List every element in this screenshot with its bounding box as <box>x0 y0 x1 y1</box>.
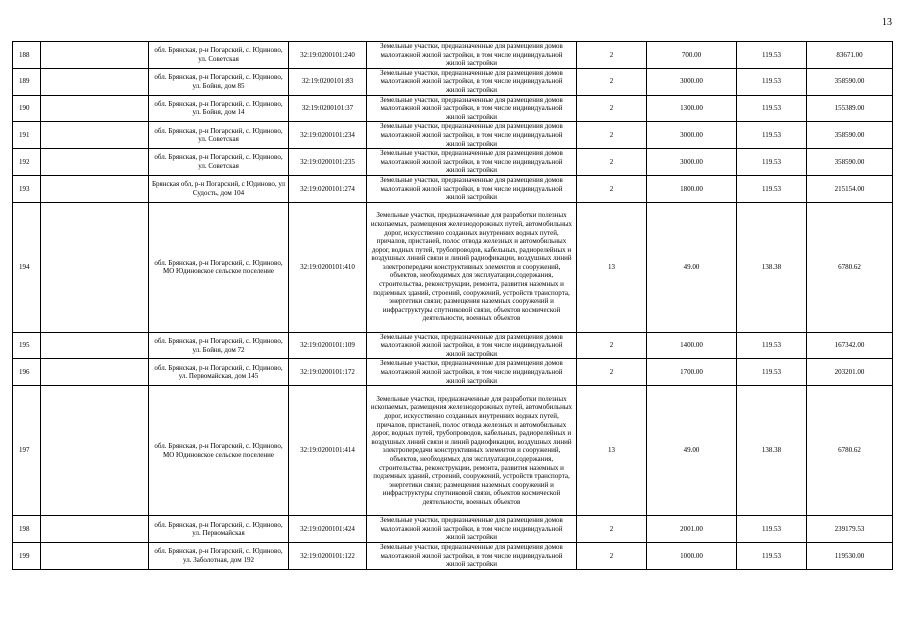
address-cell: обл. Брянская, р-н Погарский, с. Юдиново, ул. Бойня, дом 72 <box>149 332 289 359</box>
cadastral-number-cell: 32:19:0200101:240 <box>289 42 367 69</box>
land-use-cell: Земельные участки, предназначенные для размещения домов малоэтажной жилой застройки, в том числе индивидуальной жилой застройки <box>367 95 577 122</box>
table-row <box>13 543 893 570</box>
cadastral-number-cell: 32:19:0200101:274 <box>289 175 367 202</box>
table-row <box>13 332 893 359</box>
rate-cell: 138.38 <box>737 386 807 516</box>
row-number-cell: 195 <box>13 332 41 359</box>
table-body <box>13 42 893 570</box>
area-cell: 3000.00 <box>647 149 737 176</box>
rate-cell: 119.53 <box>737 516 807 543</box>
cadastral-number-cell: 32:19:0200101:109 <box>289 332 367 359</box>
table-row <box>13 122 893 149</box>
address-cell: обл. Брянская, р-н Погарский, с. Юдиново, ул. Советская <box>149 149 289 176</box>
area-cell: 3000.00 <box>647 68 737 95</box>
table-row <box>13 149 893 176</box>
area-cell: 49.00 <box>647 202 737 332</box>
land-use-cell: Земельные участки, предназначенные для размещения домов малоэтажной жилой застройки, в том числе индивидуальной жилой застройки <box>367 516 577 543</box>
land-use-cell: Земельные участки, предназначенные для размещения домов малоэтажной жилой застройки, в том числе индивидуальной жилой застройки <box>367 175 577 202</box>
area-cell: 3000.00 <box>647 122 737 149</box>
area-cell: 1300.00 <box>647 95 737 122</box>
address-cell: обл. Брянская, р-н Погарский, с. Юдиново, ул. Заболотная, дом 192 <box>149 543 289 570</box>
row-number-cell: 189 <box>13 68 41 95</box>
page-number: 13 <box>882 17 892 28</box>
cadastral-value-cell: 215154.00 <box>807 175 893 202</box>
blank-cell <box>41 359 149 386</box>
table-row <box>13 95 893 122</box>
area-cell: 1400.00 <box>647 332 737 359</box>
address-cell: обл. Брянская, р-н Погарский, с. Юдиново, ул. Первомайская, дом 145 <box>149 359 289 386</box>
cadastral-value-cell: 203201.00 <box>807 359 893 386</box>
blank-cell <box>41 332 149 359</box>
land-use-cell: Земельные участки, предназначенные для размещения домов малоэтажной жилой застройки, в том числе индивидуальной жилой застройки <box>367 543 577 570</box>
cadastral-value-cell: 6780.62 <box>807 202 893 332</box>
blank-cell <box>41 175 149 202</box>
address-cell: обл. Брянская, р-н Погарский, с. Юдиново, ул. Бойня, дом 14 <box>149 95 289 122</box>
category-cell: 2 <box>577 95 647 122</box>
category-cell: 2 <box>577 175 647 202</box>
cadastral-number-cell: 32:19:0200101:234 <box>289 122 367 149</box>
address-cell: Брянская обл, р-н Погарский, с Юдиново, ул Судость, дом 104 <box>149 175 289 202</box>
address-cell: обл. Брянская, р-н Погарский, с. Юдиново, ул. Первомайская <box>149 516 289 543</box>
rate-cell: 119.53 <box>737 42 807 69</box>
table-row <box>13 175 893 202</box>
rate-cell: 119.53 <box>737 543 807 570</box>
cadastral-value-cell: 358590.00 <box>807 149 893 176</box>
row-number-cell: 194 <box>13 202 41 332</box>
cadastral-number-cell: 32:19:0200101:37 <box>289 95 367 122</box>
category-cell: 2 <box>577 543 647 570</box>
blank-cell <box>41 516 149 543</box>
rate-cell: 119.53 <box>737 149 807 176</box>
blank-cell <box>41 42 149 69</box>
table-row <box>13 516 893 543</box>
category-cell: 2 <box>577 68 647 95</box>
cadastral-number-cell: 32:19:0200101:122 <box>289 543 367 570</box>
cadastral-number-cell: 32:19:0200101:414 <box>289 386 367 516</box>
rate-cell: 138.38 <box>737 202 807 332</box>
category-cell: 2 <box>577 42 647 69</box>
blank-cell <box>41 122 149 149</box>
row-number-cell: 199 <box>13 543 41 570</box>
land-use-cell: Земельные участки, предназначенные для размещения домов малоэтажной жилой застройки, в том числе индивидуальной жилой застройки <box>367 149 577 176</box>
rate-cell: 119.53 <box>737 95 807 122</box>
row-number-cell: 188 <box>13 42 41 69</box>
row-number-cell: 193 <box>13 175 41 202</box>
address-cell: обл. Брянская, р-н Погарский, с. Юдиново, МО Юдиновское сельское поселение <box>149 386 289 516</box>
land-use-cell: Земельные участки, предназначенные для размещения домов малоэтажной жилой застройки, в том числе индивидуальной жилой застройки <box>367 332 577 359</box>
cadastral-number-cell: 32:19:0200101:424 <box>289 516 367 543</box>
category-cell: 13 <box>577 202 647 332</box>
category-cell: 2 <box>577 332 647 359</box>
row-number-cell: 198 <box>13 516 41 543</box>
cadastral-value-cell: 358590.00 <box>807 68 893 95</box>
cadastral-value-cell: 239179.53 <box>807 516 893 543</box>
blank-cell <box>41 68 149 95</box>
row-number-cell: 197 <box>13 386 41 516</box>
table-row <box>13 202 893 332</box>
category-cell: 13 <box>577 386 647 516</box>
cadastral-value-cell: 119530.00 <box>807 543 893 570</box>
rate-cell: 119.53 <box>737 332 807 359</box>
land-use-cell: Земельные участки, предназначенные для размещения домов малоэтажной жилой застройки, в том числе индивидуальной жилой застройки <box>367 359 577 386</box>
area-cell: 2001.00 <box>647 516 737 543</box>
address-cell: обл. Брянская, р-н Погарский, с. Юдиново, ул. Бойня, дом 85 <box>149 68 289 95</box>
blank-cell <box>41 149 149 176</box>
cadastral-number-cell: 32:19:0200101:83 <box>289 68 367 95</box>
row-number-cell: 190 <box>13 95 41 122</box>
cadastral-value-cell: 155389.00 <box>807 95 893 122</box>
rate-cell: 119.53 <box>737 359 807 386</box>
area-cell: 1800.00 <box>647 175 737 202</box>
table-row <box>13 42 893 69</box>
area-cell: 49.00 <box>647 386 737 516</box>
address-cell: обл. Брянская, р-н Погарский, с. Юдиново, ул. Советская <box>149 122 289 149</box>
cadastral-value-cell: 6780.62 <box>807 386 893 516</box>
land-use-cell: Земельные участки, предназначенные для разработки полезных ископаемых, размещения железнодорожных путей, автомобильных дорог, искусственно созданных внутренних водных путей, причалов, пристаней, полос отвода железных и автомобильных дорог, водных путей, трубопроводов, кабельных, радиорелейных и воздушных линий связи и линий радиофикации, воздушных линий электропередачи конструктивных элементов и сооружений, объектов, необходимых для эксплуатации,содержания, строительства, реконструкции, ремонта, развития наземных и подземных зданий, строений, сооружений, устройств транспорта, энергетики связи; размещения наземных сооружений и инфраструктуры спутниковой связи, объектов космической деятельности, военных объектов <box>367 202 577 332</box>
blank-cell <box>41 202 149 332</box>
category-cell: 2 <box>577 122 647 149</box>
area-cell: 1000.00 <box>647 543 737 570</box>
land-registry-table <box>12 41 893 570</box>
land-use-cell: Земельные участки, предназначенные для размещения домов малоэтажной жилой застройки, в том числе индивидуальной жилой застройки <box>367 42 577 69</box>
category-cell: 2 <box>577 359 647 386</box>
row-number-cell: 191 <box>13 122 41 149</box>
address-cell: обл. Брянская, р-н Погарский, с. Юдиново, МО Юдиновское сельское поселение <box>149 202 289 332</box>
cadastral-value-cell: 83671.00 <box>807 42 893 69</box>
table-row <box>13 386 893 516</box>
land-use-cell: Земельные участки, предназначенные для размещения домов малоэтажной жилой застройки, в том числе индивидуальной жилой застройки <box>367 122 577 149</box>
category-cell: 2 <box>577 149 647 176</box>
table-row <box>13 68 893 95</box>
row-number-cell: 192 <box>13 149 41 176</box>
cadastral-value-cell: 167342.00 <box>807 332 893 359</box>
blank-cell <box>41 95 149 122</box>
cadastral-value-cell: 358590.00 <box>807 122 893 149</box>
category-cell: 2 <box>577 516 647 543</box>
cadastral-number-cell: 32:19:0200101:410 <box>289 202 367 332</box>
address-cell: обл. Брянская, р-н Погарский, с. Юдиново, ул. Советская <box>149 42 289 69</box>
row-number-cell: 196 <box>13 359 41 386</box>
cadastral-number-cell: 32:19:0200101:172 <box>289 359 367 386</box>
cadastral-number-cell: 32:19:0200101:235 <box>289 149 367 176</box>
blank-cell <box>41 543 149 570</box>
area-cell: 1700.00 <box>647 359 737 386</box>
rate-cell: 119.53 <box>737 68 807 95</box>
area-cell: 700.00 <box>647 42 737 69</box>
land-use-cell: Земельные участки, предназначенные для размещения домов малоэтажной жилой застройки, в том числе индивидуальной жилой застройки <box>367 68 577 95</box>
blank-cell <box>41 386 149 516</box>
land-use-cell: Земельные участки, предназначенные для разработки полезных ископаемых, размещения железнодорожных путей, автомобильных дорог, искусственно созданных внутренних водных путей, причалов, пристаней, полос отвода железных и автомобильных дорог, водных путей, трубопроводов, кабельных, радиорелейных и воздушных линий связи и линий радиофикации, воздушных линий электропередачи конструктивных элементов и сооружений, объектов, необходимых для эксплуатации,содержания, строительства, реконструкции, ремонта, развития наземных и подземных зданий, строений, сооружений, устройств транспорта, энергетики связи; размещения наземных сооружений и инфраструктуры спутниковой связи, объектов космической деятельности, военных объектов <box>367 386 577 516</box>
rate-cell: 119.53 <box>737 122 807 149</box>
rate-cell: 119.53 <box>737 175 807 202</box>
table-row <box>13 359 893 386</box>
